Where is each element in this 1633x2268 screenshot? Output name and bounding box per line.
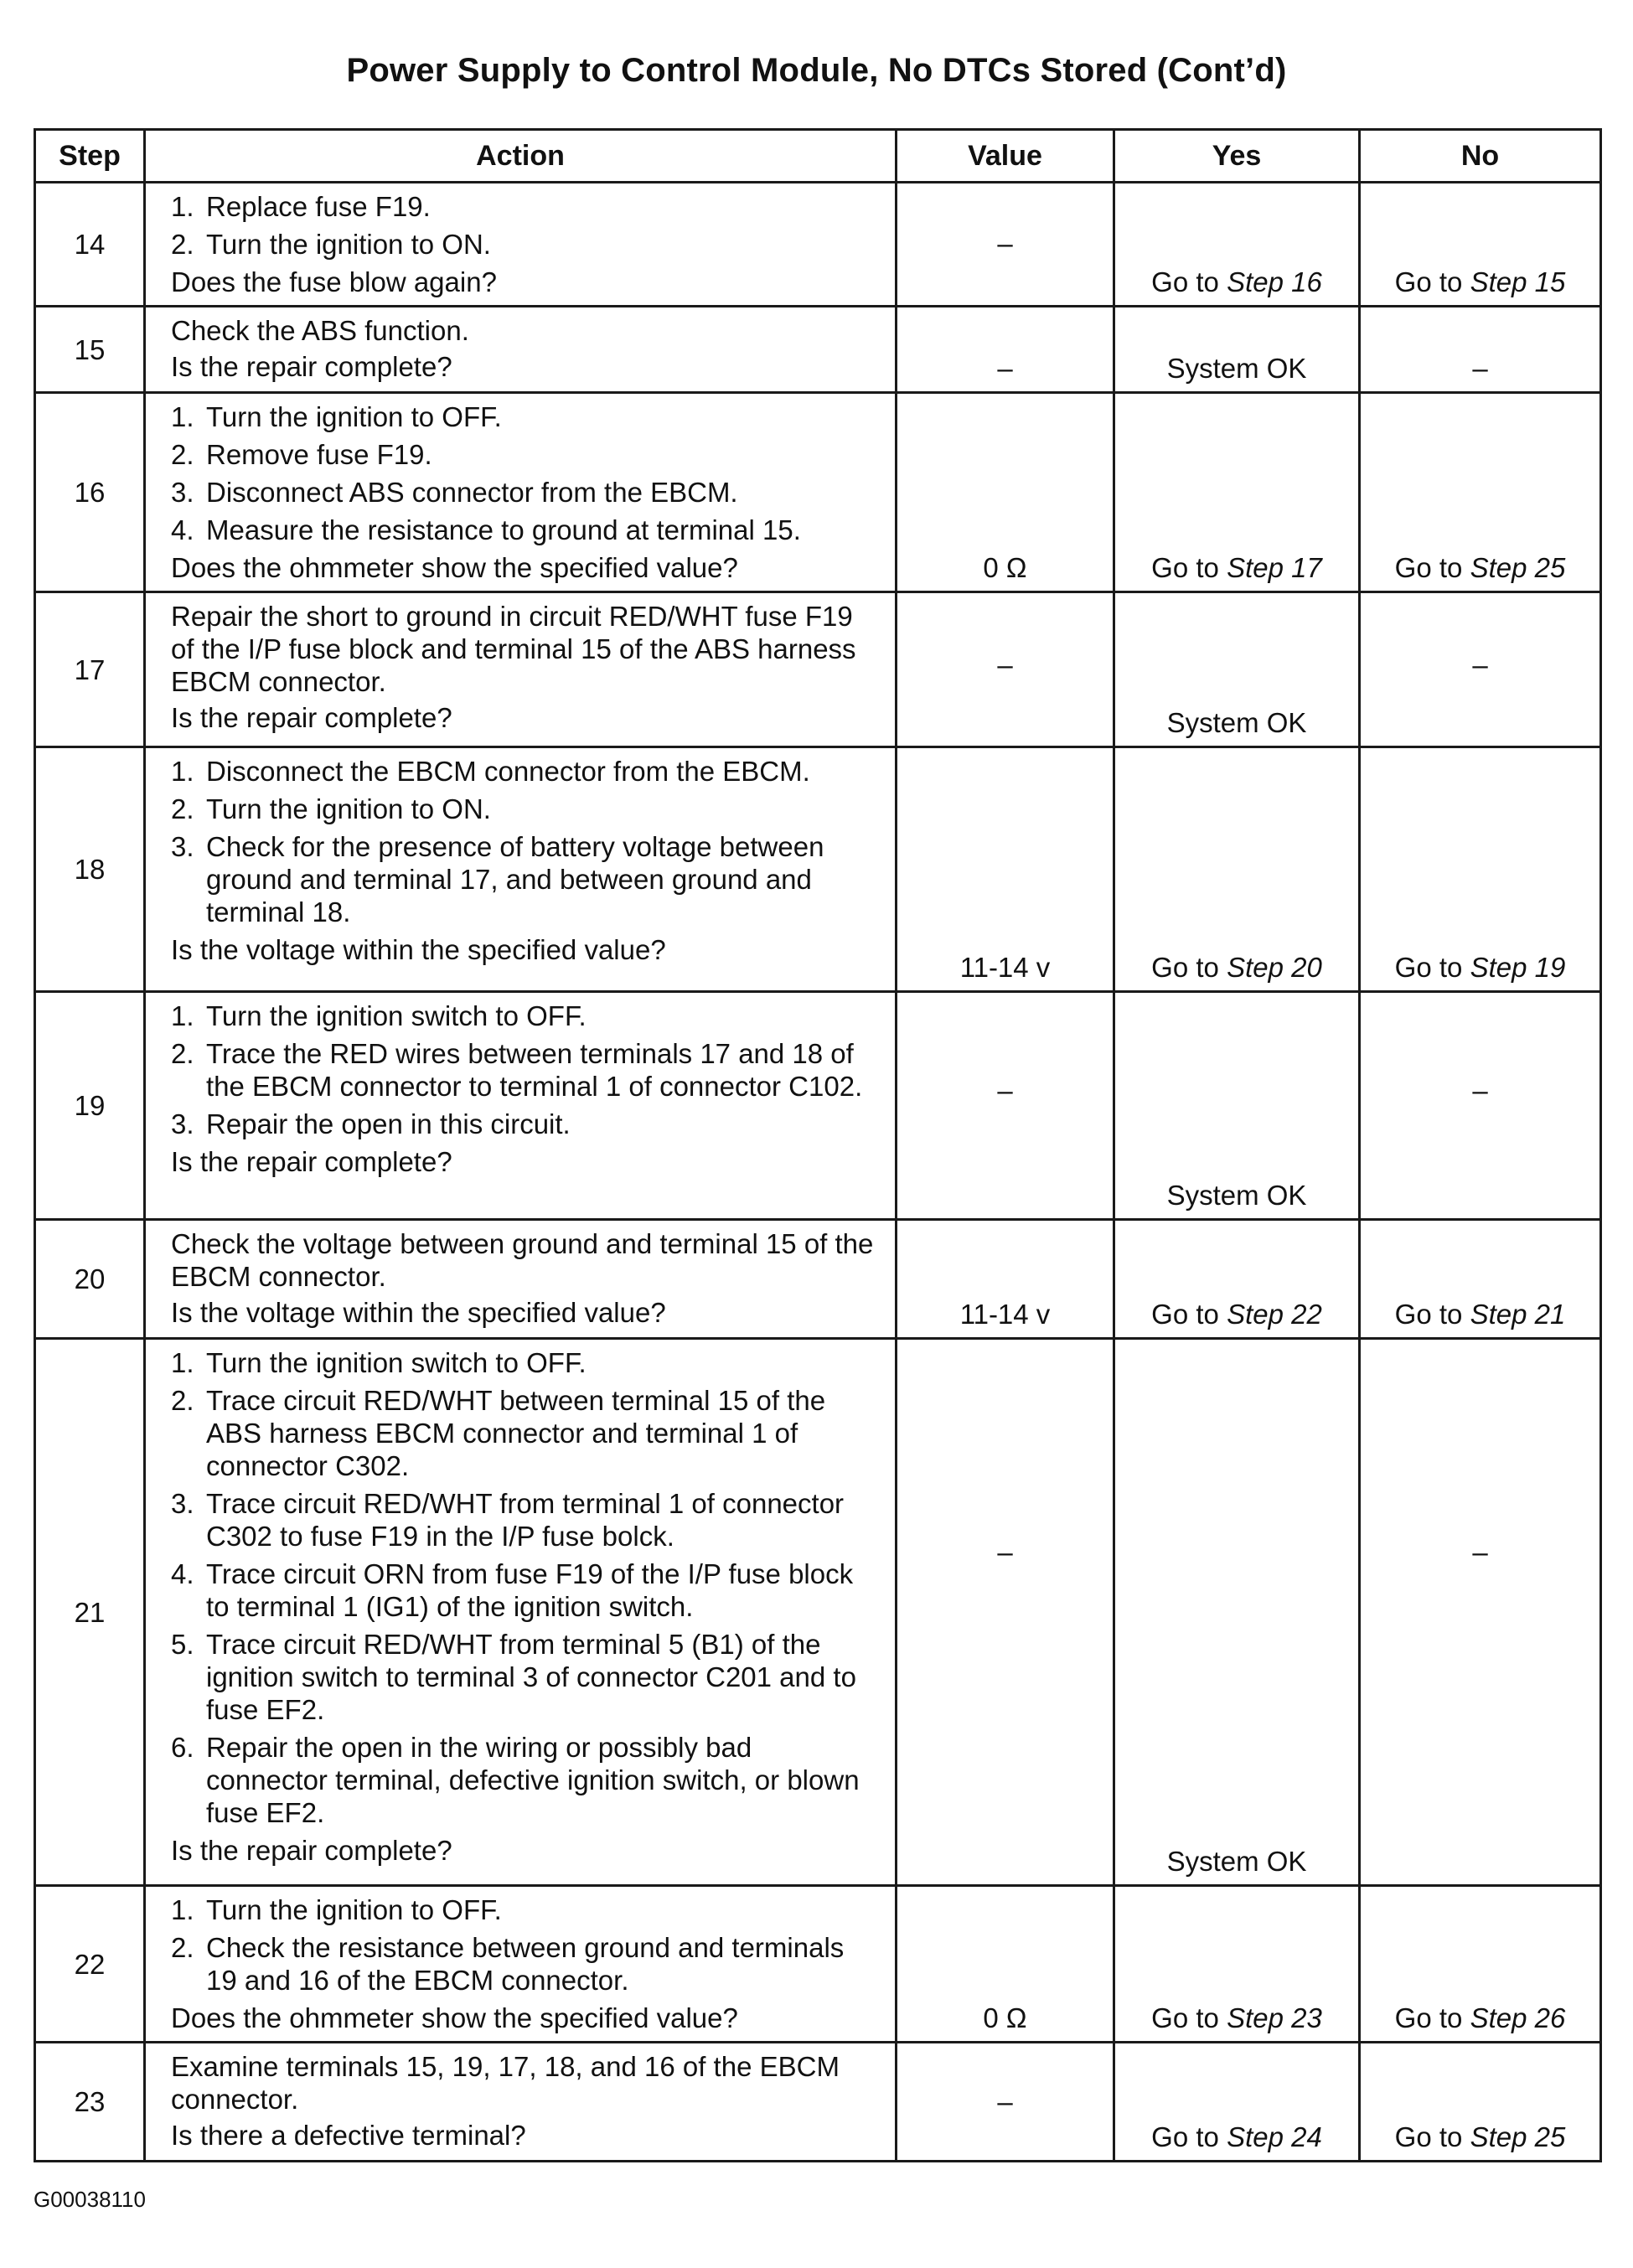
table-row bbox=[35, 1886, 1601, 2043]
value-cell bbox=[897, 1339, 1114, 1886]
no-text: – bbox=[1472, 353, 1488, 384]
no-text: Go to Step 19 bbox=[1394, 952, 1566, 983]
header-value: Value bbox=[897, 130, 1114, 183]
action-item: 2. Remove fuse F19. bbox=[171, 439, 432, 470]
yes-text: System OK bbox=[1166, 707, 1307, 738]
yes-text: Go to Step 17 bbox=[1151, 552, 1322, 583]
table-row bbox=[35, 992, 1601, 1220]
action-item: 1. Turn the ignition switch to OFF. bbox=[171, 1000, 587, 1031]
table-body bbox=[35, 183, 1601, 2162]
yes-text: System OK bbox=[1166, 353, 1307, 384]
action-item: 2. Trace circuit RED/WHT between terminal 15 of the ABS harness EBCM connector and terminal 1 of connector C302. bbox=[171, 1385, 826, 1481]
value-text: 0 Ω bbox=[983, 552, 1027, 583]
value-cell bbox=[897, 1220, 1114, 1339]
action-item: 1. Disconnect the EBCM connector from the EBCM. bbox=[171, 756, 810, 787]
step-number: 19 bbox=[35, 992, 145, 1220]
yes-text: Go to Step 23 bbox=[1151, 2002, 1322, 2033]
step-number: 18 bbox=[35, 747, 145, 992]
no-text: Go to Step 25 bbox=[1394, 552, 1566, 583]
no-text: Go to Step 15 bbox=[1394, 266, 1566, 297]
no-cell bbox=[1360, 592, 1601, 747]
yes-text: Go to Step 24 bbox=[1151, 2121, 1322, 2152]
yes-text: Go to Step 22 bbox=[1151, 1299, 1322, 1330]
action-item: 2. Turn the ignition to ON. bbox=[171, 793, 491, 824]
no-cell bbox=[1360, 183, 1601, 307]
page-title: Power Supply to Control Module, No DTCs Stored (Cont’d) bbox=[346, 52, 1287, 89]
action-item: 2. Check the resistance between ground and terminals 19 and 16 of the EBCM connector. bbox=[171, 1932, 845, 1996]
action-question: Is the repair complete? bbox=[171, 1835, 452, 1866]
action-item: 6. Repair the open in the wiring or possibly bad connector terminal, defective ignition switch, or blown fuse EF2. bbox=[171, 1732, 860, 1828]
action-text: Repair the short to ground in circuit RED/WHT fuse F19 of the I/P fuse block and terminal 15 of the ABS harness EBCM connector. bbox=[171, 601, 856, 697]
yes-cell bbox=[1114, 992, 1360, 1220]
no-cell bbox=[1360, 747, 1601, 992]
yes-cell bbox=[1114, 183, 1360, 307]
action-text: Examine terminals 15, 19, 17, 18, and 16 of the EBCM connector. bbox=[171, 2051, 840, 2115]
action-cell bbox=[145, 1886, 897, 2043]
value-cell bbox=[897, 183, 1114, 307]
no-cell bbox=[1360, 1339, 1601, 1886]
action-question: Is the voltage within the specified value? bbox=[171, 1297, 666, 1328]
yes-cell bbox=[1114, 307, 1360, 393]
step-number: 23 bbox=[35, 2043, 145, 2162]
yes-cell bbox=[1114, 1220, 1360, 1339]
value-text: 0 Ω bbox=[983, 2002, 1027, 2033]
action-item: 1. Turn the ignition to OFF. bbox=[171, 401, 502, 432]
value-text: – bbox=[997, 2086, 1013, 2118]
no-cell bbox=[1360, 2043, 1601, 2162]
action-item: 3. Repair the open in this circuit. bbox=[171, 1108, 571, 1139]
table-row bbox=[35, 393, 1601, 592]
action-cell bbox=[145, 1339, 897, 1886]
action-question: Is the voltage within the specified value? bbox=[171, 934, 666, 965]
value-cell bbox=[897, 992, 1114, 1220]
value-cell bbox=[897, 2043, 1114, 2162]
header-yes: Yes bbox=[1114, 130, 1360, 183]
step-number: 22 bbox=[35, 1886, 145, 2043]
value-cell bbox=[897, 592, 1114, 747]
action-question: Is there a defective terminal? bbox=[171, 2120, 526, 2151]
no-cell bbox=[1360, 393, 1601, 592]
action-cell bbox=[145, 307, 897, 393]
action-item: 3. Trace circuit RED/WHT from terminal 1 of connector C302 to fuse F19 in the I/P fuse bolck. bbox=[171, 1488, 845, 1552]
diagnostic-table bbox=[34, 128, 1602, 2162]
yes-cell bbox=[1114, 1886, 1360, 2043]
action-text: Check the ABS function. bbox=[171, 315, 469, 346]
yes-text: Go to Step 20 bbox=[1151, 952, 1322, 983]
step-number: 15 bbox=[35, 307, 145, 393]
no-text: – bbox=[1472, 648, 1488, 680]
no-cell bbox=[1360, 992, 1601, 1220]
no-cell bbox=[1360, 307, 1601, 393]
no-text: – bbox=[1472, 1074, 1488, 1106]
action-item: 5. Trace circuit RED/WHT from terminal 5 (B1) of the ignition switch to terminal 3 of connector C201 and to fuse EF2. bbox=[171, 1629, 856, 1725]
value-cell bbox=[897, 1886, 1114, 2043]
table-row bbox=[35, 747, 1601, 992]
action-item: 4. Trace circuit ORN from fuse F19 of the I/P fuse block to terminal 1 (IG1) of the ignition switch. bbox=[171, 1558, 854, 1622]
step-number: 17 bbox=[35, 592, 145, 747]
action-question: Does the ohmmeter show the specified value? bbox=[171, 2002, 738, 2033]
value-text: – bbox=[997, 648, 1013, 680]
value-text: – bbox=[997, 228, 1013, 260]
action-cell bbox=[145, 992, 897, 1220]
value-text: 11-14 v bbox=[959, 1299, 1051, 1330]
action-question: Does the ohmmeter show the specified value? bbox=[171, 552, 738, 583]
document-code: G00038110 bbox=[34, 2187, 146, 2212]
action-question: Does the fuse blow again? bbox=[171, 266, 497, 297]
action-cell bbox=[145, 747, 897, 992]
action-cell bbox=[145, 1220, 897, 1339]
action-item: 2. Turn the ignition to ON. bbox=[171, 229, 491, 260]
table-row bbox=[35, 2043, 1601, 2162]
value-text: – bbox=[997, 1537, 1013, 1568]
action-item: 3. Check for the presence of battery voltage between ground and terminal 17, and between ground and terminal 18. bbox=[171, 831, 824, 927]
step-number: 20 bbox=[35, 1220, 145, 1339]
header-action: Action bbox=[145, 130, 897, 183]
action-question: Is the repair complete? bbox=[171, 702, 452, 733]
action-question: Is the repair complete? bbox=[171, 351, 452, 382]
action-item: 4. Measure the resistance to ground at terminal 15. bbox=[171, 514, 801, 545]
action-cell bbox=[145, 2043, 897, 2162]
no-cell bbox=[1360, 1886, 1601, 2043]
action-cell bbox=[145, 183, 897, 307]
action-item: 3. Disconnect ABS connector from the EBCM. bbox=[171, 477, 738, 508]
value-text: 11-14 v bbox=[959, 952, 1051, 983]
table-header-row bbox=[35, 130, 1601, 183]
value-cell bbox=[897, 307, 1114, 393]
yes-cell bbox=[1114, 747, 1360, 992]
no-text: Go to Step 26 bbox=[1394, 2002, 1566, 2033]
action-text: Check the voltage between ground and terminal 15 of the EBCM connector. bbox=[171, 1228, 874, 1292]
yes-cell bbox=[1114, 2043, 1360, 2162]
no-text: Go to Step 25 bbox=[1394, 2121, 1566, 2152]
yes-text: System OK bbox=[1166, 1180, 1307, 1211]
action-item: 2. Trace the RED wires between terminals 17 and 18 of the EBCM connector to terminal 1 of connector C102. bbox=[171, 1038, 863, 1102]
table-row bbox=[35, 1339, 1601, 1886]
step-number: 21 bbox=[35, 1339, 145, 1886]
no-text: Go to Step 21 bbox=[1394, 1299, 1566, 1330]
action-cell bbox=[145, 393, 897, 592]
table-row bbox=[35, 1220, 1601, 1339]
header-no: No bbox=[1360, 130, 1601, 183]
value-text: – bbox=[997, 353, 1013, 384]
header-step: Step bbox=[35, 130, 145, 183]
table-row bbox=[35, 307, 1601, 393]
no-text: – bbox=[1472, 1537, 1488, 1568]
no-cell bbox=[1360, 1220, 1601, 1339]
action-item: 1. Turn the ignition to OFF. bbox=[171, 1894, 502, 1925]
value-cell bbox=[897, 747, 1114, 992]
table-row bbox=[35, 183, 1601, 307]
step-number: 14 bbox=[35, 183, 145, 307]
value-cell bbox=[897, 393, 1114, 592]
yes-text: System OK bbox=[1166, 1846, 1307, 1877]
action-item: 1. Replace fuse F19. bbox=[171, 191, 431, 222]
table-row bbox=[35, 592, 1601, 747]
action-question: Is the repair complete? bbox=[171, 1146, 452, 1177]
action-cell bbox=[145, 592, 897, 747]
step-number: 16 bbox=[35, 393, 145, 592]
yes-cell bbox=[1114, 592, 1360, 747]
action-item: 1. Turn the ignition switch to OFF. bbox=[171, 1347, 587, 1378]
value-text: – bbox=[997, 1074, 1013, 1106]
yes-text: Go to Step 16 bbox=[1151, 266, 1322, 297]
yes-cell bbox=[1114, 1339, 1360, 1886]
yes-cell bbox=[1114, 393, 1360, 592]
